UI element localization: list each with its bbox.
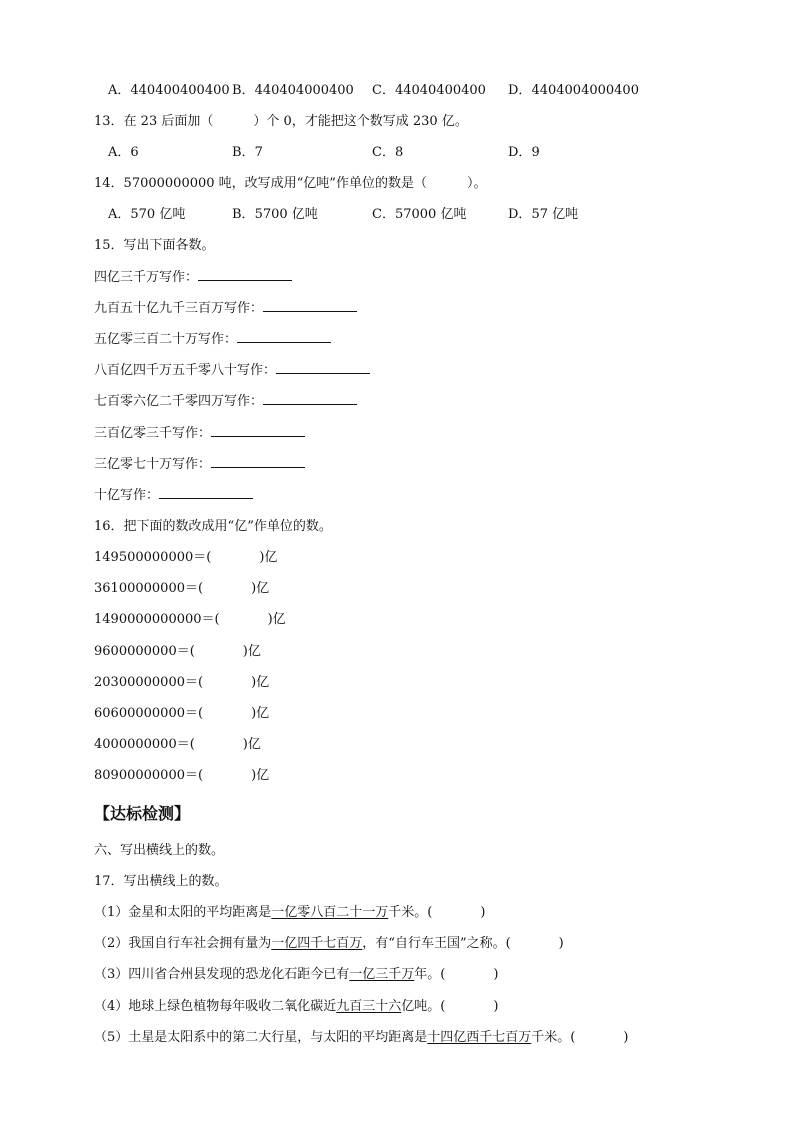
q17-item: （2）我国自行车社会拥有量为一亿四千七百万，有“自行车王国”之称。( ) [94, 936, 564, 951]
q14-option-b[interactable]: B．5700 亿吨 [232, 207, 318, 222]
q17-item: （1）金星和太阳的平均距离是一亿零八百二十一万千米。( ) [94, 905, 486, 920]
answer-blank[interactable] [198, 268, 292, 281]
q13-option-c[interactable]: C．8 [372, 145, 404, 160]
q15-item: 七百零六亿二千零四万写作： [94, 392, 357, 411]
q16-item: 149500000000＝( )亿 [94, 550, 278, 565]
q17-item: （3）四川省合州县发现的恐龙化石距今已有一亿三千万年。( ) [94, 967, 499, 982]
q17-title: 17．写出横线上的数。 [94, 874, 228, 889]
q12-option-c[interactable]: C．44040400400 [372, 83, 486, 98]
q13-stem: 13．在 23 后面加（ ）个 0，才能把这个数写成 230 亿。 [94, 114, 468, 129]
answer-blank[interactable] [211, 424, 305, 437]
q16-item: 60600000000＝( )亿 [94, 706, 270, 721]
q16-item: 4000000000＝( )亿 [94, 737, 261, 752]
section-title: 【达标检测】 [94, 804, 191, 823]
answer-blank[interactable] [159, 486, 253, 499]
q16-item: 9600000000＝( )亿 [94, 644, 261, 659]
q13-option-a[interactable]: A．6 [108, 145, 139, 160]
q12-options [108, 82, 708, 100]
answer-blank[interactable] [211, 455, 305, 468]
q15-item: 八百亿四千万五千零八十写作： [94, 361, 370, 380]
q14-options [108, 206, 708, 224]
q16-item: 36100000000＝( )亿 [94, 581, 270, 596]
q13-option-b[interactable]: B．7 [232, 145, 263, 160]
q17-item: （5）土星是太阳系中的第二大行星，与太阳的平均距离是十四亿西千七百万千米。( ) [94, 1030, 629, 1045]
answer-blank[interactable] [237, 330, 331, 343]
answer-blank[interactable] [263, 299, 357, 312]
q15-item: 三亿零七十万写作： [94, 455, 305, 474]
q13-option-d[interactable]: D．9 [508, 145, 540, 160]
q12-option-d[interactable]: D．4404004000400 [508, 83, 639, 98]
q12-option-a[interactable]: A．440400400400 [108, 83, 230, 98]
q14-option-d[interactable]: D．57 亿吨 [508, 207, 579, 222]
q15-item: 三百亿零三千写作： [94, 424, 305, 443]
q17-item: （4）地球上绿色植物每年吸收二氧化碳近九百三十六亿吨。( ) [94, 999, 499, 1014]
q14-option-c[interactable]: C．57000 亿吨 [372, 207, 467, 222]
q14-stem: 14．57000000000 吨，改写成用“亿吨”作单位的数是（ ）。 [94, 176, 487, 191]
q16-item: 20300000000＝( )亿 [94, 675, 270, 690]
q14-option-a[interactable]: A．570 亿吨 [108, 207, 186, 222]
q15-title: 15．写出下面各数。 [94, 238, 215, 253]
q16-item: 1490000000000＝( )亿 [94, 612, 286, 627]
q16-item: 80900000000＝( )亿 [94, 768, 270, 783]
q12-option-b[interactable]: B．440404000400 [232, 83, 354, 98]
q16-title: 16．把下面的数改成用“亿”作单位的数。 [94, 519, 332, 534]
q13-options [108, 144, 708, 162]
part-six-title: 六、写出横线上的数。 [94, 843, 225, 858]
q15-item: 四亿三千万写作： [94, 268, 292, 287]
answer-blank[interactable] [263, 392, 357, 405]
q15-item: 五亿零三百二十万写作： [94, 330, 331, 349]
q15-item: 十亿写作： [94, 486, 253, 505]
answer-blank[interactable] [276, 361, 370, 374]
q15-item: 九百五十亿九千三百万写作： [94, 299, 357, 318]
